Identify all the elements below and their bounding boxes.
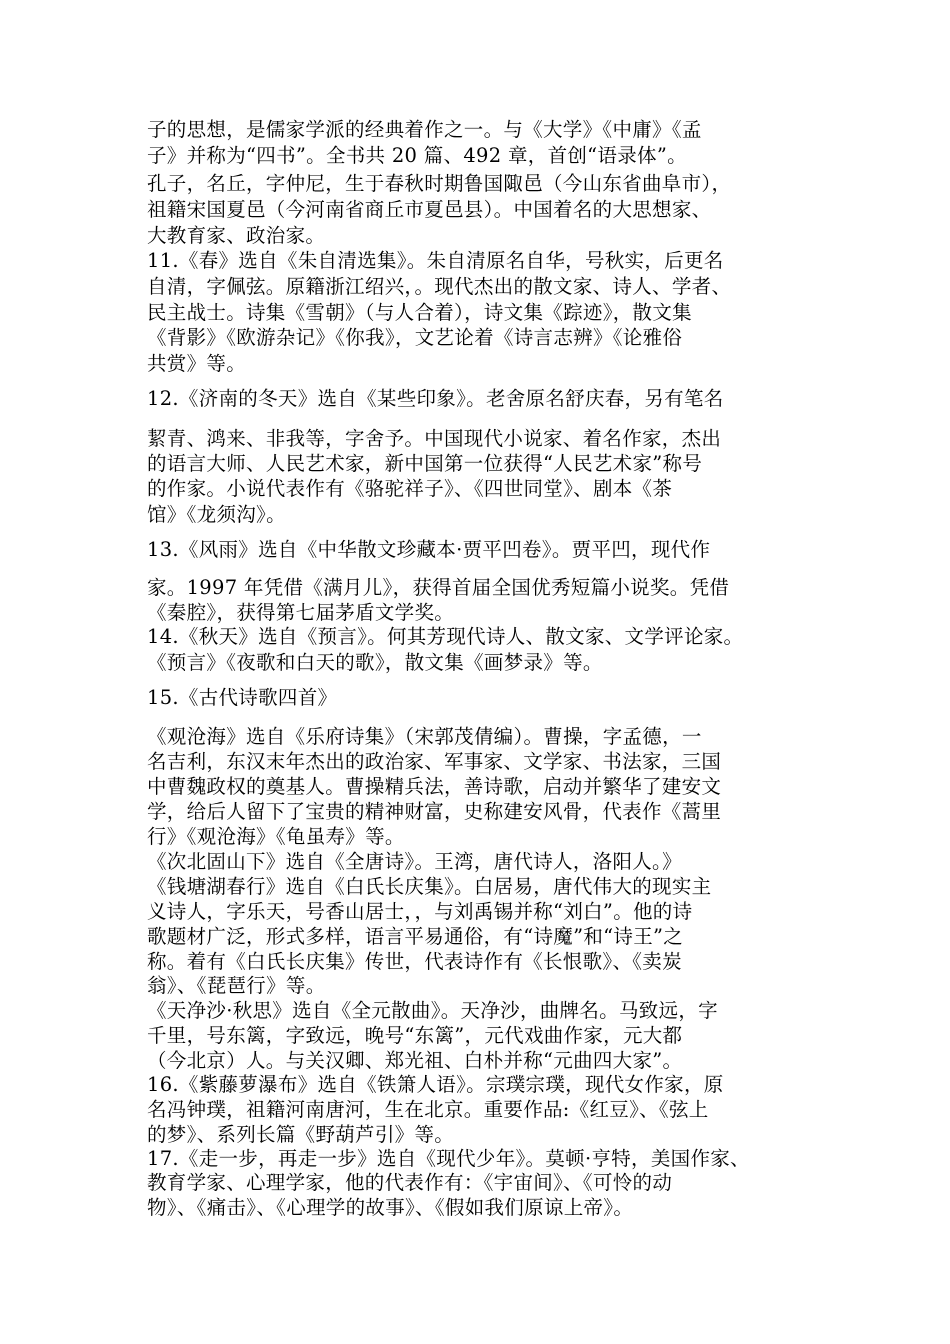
text-line: 16.《紫藤萝瀑布》选自《铁箫人语》。宗璞宗璞，现代女作家，原 <box>147 1073 724 1096</box>
text-line: 13.《风雨》选自《中华散文珍藏本·贾平凹卷》。贾平凹，现代作 <box>147 538 711 561</box>
text-line: 歌题材广泛，形式多样，语言平易通俗，有“诗魔”和“诗王”之 <box>147 925 684 948</box>
text-line: 义诗人，字乐天，号香山居士，，与刘禹锡并称“刘白”。他的诗 <box>147 900 693 923</box>
text-line: 物》、《痛击》、《心理学的故事》、《假如我们原谅上帝》。 <box>147 1196 634 1219</box>
text-line: 教育学家、心理学家，他的代表作有：《宇宙间》、《可怜的动 <box>147 1171 673 1194</box>
text-line: 翁》、《琵琶行》等。 <box>147 974 326 997</box>
text-line: 行》《观沧海》《龟虽寿》等。 <box>147 825 405 848</box>
text-line: 11.《春》选自《朱自清选集》。朱自清原名自华，号秋实，后更名 <box>147 249 724 272</box>
text-line: 家。1997 年凭借《满月儿》，获得首届全国优秀短篇小说奖。凭借 <box>147 576 730 599</box>
text-line: 子》并称为“四书”。全书共 20 篇、492 章，首创“语录体”。 <box>147 144 687 167</box>
text-line: 子的思想，是儒家学派的经典着作之一。与《大学》《中庸》《孟 <box>147 118 702 141</box>
text-line: 《预言》《夜歌和白天的歌》，散文集《画梦录》等。 <box>147 651 603 674</box>
text-line: 《钱塘湖春行》选自《白氏长庆集》。白居易，唐代伟大的现实主 <box>147 875 712 898</box>
text-line: 《天净沙·秋思》选自《全元散曲》。天净沙，曲牌名。马致远，字 <box>147 999 718 1022</box>
text-line: 14.《秋天》选自《预言》。何其芳现代诗人、散文家、文学评论家。 <box>147 625 744 648</box>
text-line: 的作家。小说代表作有《骆驼祥子》、《四世同堂》、剧本《茶 <box>147 477 673 500</box>
text-line: 民主战士。诗集《雪朝》（与人合着），诗文集《踪迹》，散文集 <box>147 301 692 324</box>
text-line: 12.《济南的冬天》选自《某些印象》。老舍原名舒庆春，另有笔名 <box>147 387 724 410</box>
text-line: 千里，号东篱，字致远，晚号“东篱”，元代戏曲作家，元大都 <box>147 1024 683 1047</box>
text-line: 称。着有《白氏长庆集》传世，代表诗作有《长恨歌》、《卖炭 <box>147 950 682 973</box>
text-line: 馆》《龙须沟》。 <box>147 503 286 526</box>
text-line: 的梦》、系列长篇《野葫芦引》等。 <box>147 1123 455 1146</box>
text-line: 孔子，名丘，字仲尼，生于春秋时期鲁国陬邑（今山东省曲阜市）， <box>147 172 732 195</box>
text-line: 的语言大师、人民艺术家，新中国第一位获得“人民艺术家”称号 <box>147 452 703 475</box>
text-line: 17.《走一步，再走一步》选自《现代少年》。莫顿·亨特，美国作家、 <box>147 1147 750 1170</box>
text-line: 《秦腔》，获得第七届茅盾文学奖。 <box>147 601 455 624</box>
text-line: 学，给后人留下了宝贵的精神财富，史称建安风骨，代表作《蒿里 <box>147 800 722 823</box>
text-line: 名冯钟璞，祖籍河南唐河，生在北京。重要作品:《红豆》、《弦上 <box>147 1098 709 1121</box>
text-line: 自清，字佩弦。原籍浙江绍兴，。现代杰出的散文家、诗人、学者、 <box>147 275 732 298</box>
text-line: 大教育家、政治家。 <box>147 224 326 247</box>
text-line: 《观沧海》选自《乐府诗集》（宋郭茂倩编）。曹操，字孟德，一 <box>147 725 702 748</box>
text-line: 《背影》《欧游杂记》《你我》，文艺论着《诗言志辨》《论雅俗 <box>147 326 683 349</box>
text-line: 名吉利，东汉末年杰出的政治家、军事家、文学家、书法家，三国 <box>147 750 722 773</box>
text-line: 共赏》等。 <box>147 352 247 375</box>
text-line: 15.《古代诗歌四首》 <box>147 686 338 709</box>
text-line: 《次北固山下》选自《全唐诗》。王湾，唐代诗人，洛阳人。》 <box>147 850 682 873</box>
text-line: 絜青、鸿来、非我等，字舍予。中国现代小说家、着名作家，杰出 <box>147 427 722 450</box>
text-line: （今北京）人。与关汉卿、郑光祖、白朴并称“元曲四大家”。 <box>147 1049 683 1072</box>
text-line: 祖籍宋国夏邑（今河南省商丘市夏邑县）。中国着名的大思想家、 <box>147 198 712 221</box>
text-line: 中曹魏政权的奠基人。曹操精兵法，善诗歌，启动并繁华了建安文 <box>147 775 722 798</box>
